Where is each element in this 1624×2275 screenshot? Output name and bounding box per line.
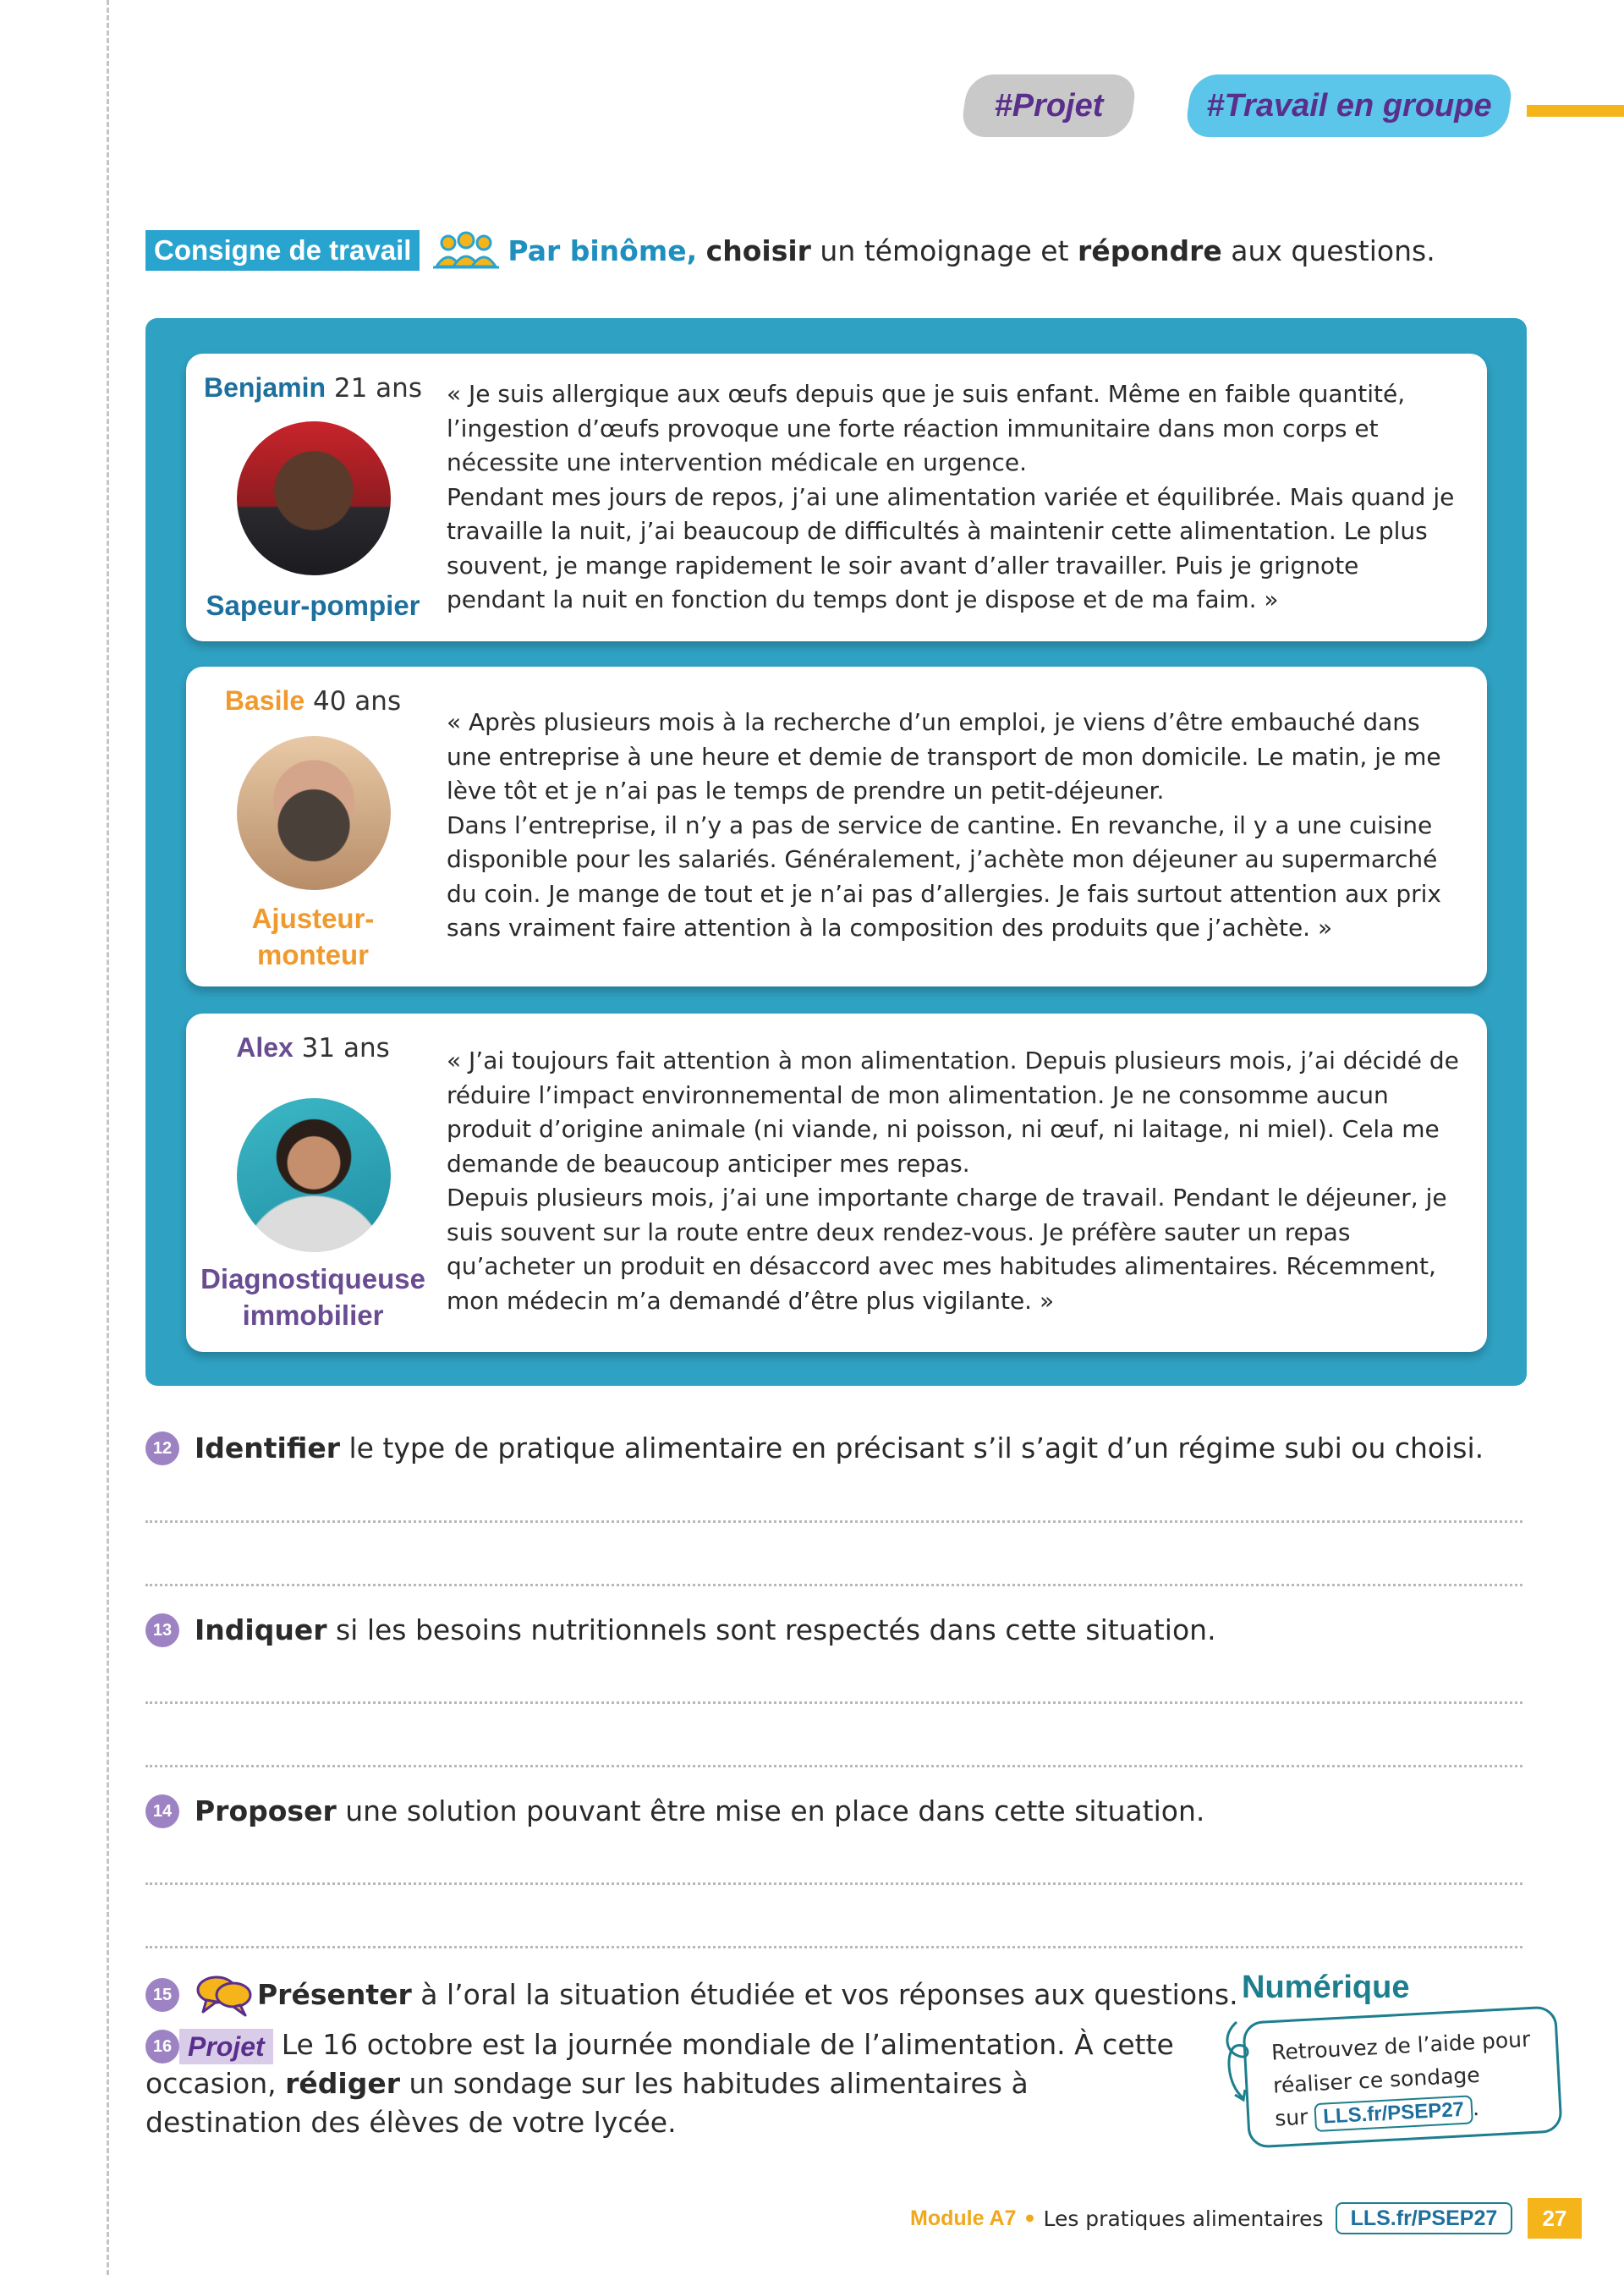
answer-line[interactable] <box>145 1520 1522 1523</box>
page-number: 27 <box>1528 2198 1582 2239</box>
margin-guide <box>107 0 109 2275</box>
answer-line[interactable] <box>145 1584 1522 1586</box>
question-number: 13 <box>145 1613 179 1647</box>
testimony-card-benjamin <box>186 354 1487 641</box>
testimonies-panel <box>145 318 1527 1386</box>
testimony-card-alex <box>186 1014 1487 1352</box>
avatar-alex <box>237 1098 391 1252</box>
answer-line[interactable] <box>145 1882 1522 1885</box>
module-label: Module A7 <box>910 2206 1017 2230</box>
question-16: 16 Projet Le 16 octobre est la journée mondiale de l’alimentation. À cette occasion, rédiger un sondage sur les habitudes alimentaires à destination des élèves de votre lycée. <box>145 2028 1174 2139</box>
testimony-quote: « J’ai toujours fait attention à mon alimentation. Depuis plusieurs mois, j’ai décidé de réduire l’impact environnemental de mon alimentation. Je ne consomme aucun produit d’origine animale (ni viande, ni poisson, ni œuf, ni laitage, ni miel). Cela me demande de beaucoup anticiper mes repas. Depuis plusieurs mois, j’ai une importante charge de travail. Pendant le déjeuner, je suis souvent sur la route entre deux rendez-vous. Je préfère sauter un repas qu’acheter un produit en désaccord avec mes habitudes alimentaires. Récemment, mon médecin m’a demandé d’être plus vigilante. » <box>447 1047 1459 1315</box>
accent-bar <box>1527 105 1624 117</box>
testimony-quote: « Je suis allergique aux œufs depuis que je suis enfant. Même en faible quantité, l’ingestion d’œufs provoque une forte réaction immunitaire dans mon corps et nécessite une intervention médicale en urgence. Pendant mes jours de repos, j’ai une alimentation variée et équilibrée. Mais quand je travaille la nuit, j’ai beaucoup de difficultés à maintenir cette alimentation. Le plus souvent, je mange rapidement le soir avant d’aller travailler. Puis je grignote pendant la nuit en fonction du temps dont je dispose et de ma faim. » <box>447 380 1455 613</box>
consigne-badge: Consigne de travail <box>145 230 420 271</box>
testimony-quote: « Après plusieurs mois à la recherche d’un emploi, je viens d’être embauché dans une entreprise à une heure et demie de transport de mon domicile. Le matin, je me lève tôt et je n’ai pas le temps de prendre un petit-déjeuner. Dans l’entreprise, il n’y a pas de service de cantine. En revanche, il y a une cuisine disponible pour les salariés. Généralement, j’achète mon déjeuner au supermarché du coin. Je mange de tout et je n’ai pas d’allergies. Je fais surtout attention aux prix sans vraiment faire attention à la composition des produits que j’achète. » <box>447 708 1441 942</box>
question-number: 15 <box>145 1978 179 2012</box>
numerique-text: Retrouvez de l’aide pour réaliser ce sondage sur LLS.fr/PSEP27 . <box>1270 2026 1531 2131</box>
person-name: Alex 31 ans <box>236 1032 390 1063</box>
projet-chip: Projet <box>179 2029 273 2064</box>
page-footer: Module A7 • Les pratiques alimentaires LLS.fr/PSEP27 <box>910 2201 1512 2235</box>
speech-bubbles-icon <box>195 1973 254 2017</box>
answer-line[interactable] <box>145 1701 1522 1704</box>
group-icon <box>431 231 501 270</box>
question-number: 16 <box>145 2030 179 2063</box>
tag-projet: #Projet <box>964 74 1133 137</box>
question-number: 12 <box>145 1431 179 1465</box>
chapter-title: Les pratiques alimentaires <box>1043 2206 1324 2231</box>
question-12: 12 Identifier le type de pratique alimentaire en précisant s’il s’agit d’un régime subi ou choisi. <box>145 1430 1484 1467</box>
avatar-basile <box>237 736 391 890</box>
numerique-link[interactable]: LLS.fr/PSEP27 <box>1314 2095 1473 2132</box>
testimony-card-basile <box>186 667 1487 986</box>
answer-line[interactable] <box>145 1765 1522 1767</box>
numerique-title: Numérique <box>1242 1970 1410 2005</box>
person-role: Diagnostiqueuse immobilier <box>200 1263 425 1331</box>
question-15: 15 Présenter à l’oral la situation étudiée et vos réponses aux questions. <box>145 1973 1238 2017</box>
person-role: Ajusteur- monteur <box>251 903 375 970</box>
work-instruction: Consigne de travail Par binôme, choisir un témoignage et répondre aux questions. <box>145 229 1435 272</box>
tag-travail-en-groupe: #Travail en groupe <box>1188 74 1510 137</box>
person-name: Basile 40 ans <box>224 685 402 717</box>
question-number: 14 <box>145 1794 179 1828</box>
footer-link[interactable]: LLS.fr/PSEP27 <box>1336 2202 1513 2234</box>
avatar-benjamin <box>237 421 391 575</box>
person-name: Benjamin 21 ans <box>204 372 422 404</box>
question-14: 14 Proposer une solution pouvant être mise en place dans cette situation. <box>145 1793 1204 1830</box>
person-role: Sapeur-pompier <box>206 590 420 621</box>
question-13: 13 Indiquer si les besoins nutritionnels sont respectés dans cette situation. <box>145 1612 1216 1649</box>
answer-line[interactable] <box>145 1946 1522 1948</box>
